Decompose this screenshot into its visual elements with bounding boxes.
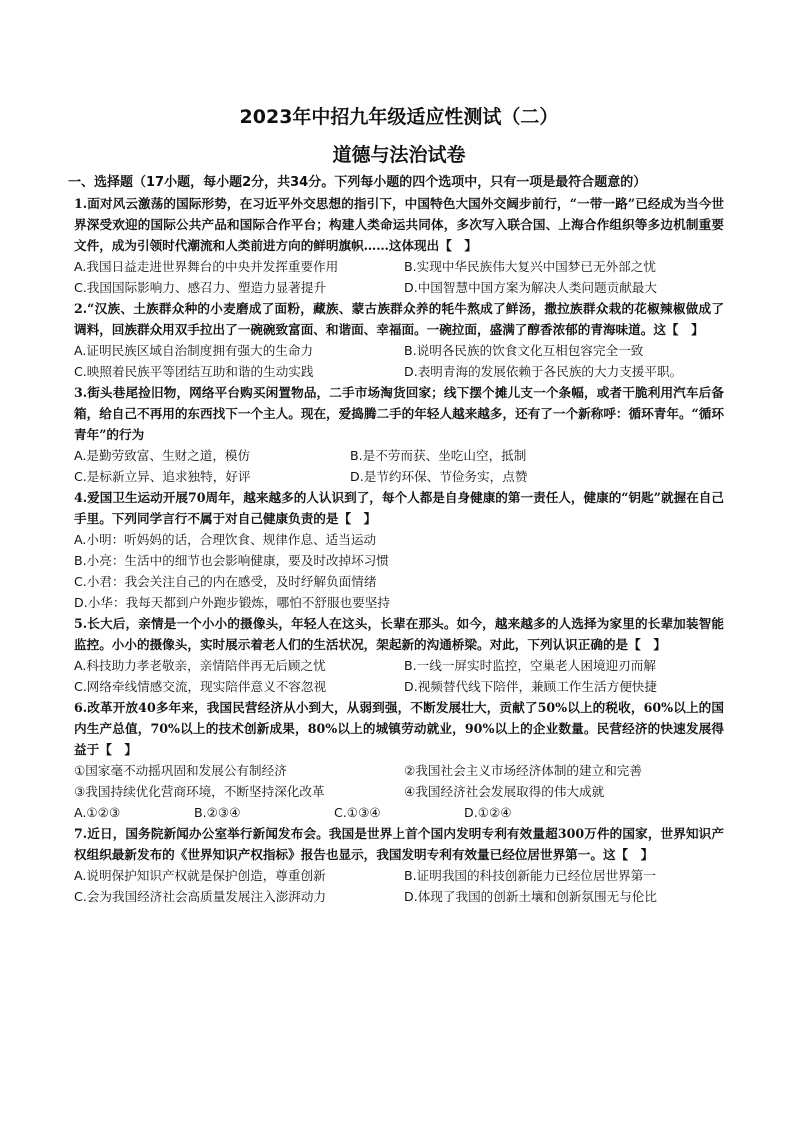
question-4 — [74, 487, 724, 613]
question-stem: 3.街头巷尾捡旧物，网络平台购买闲置物品，二手市场淘货回家；线下摆个摊儿支一个条幅，或者干脆利用汽车后备箱，给自己不再用的东西找下一个主人。现在，爱捣腾二手的年轻人越来越多，还有了一个新称呼：循环青年。“循环青年”的行为 — [74, 385, 724, 442]
statement-4: ④我国经济社会发展取得的伟大成就 — [404, 784, 605, 799]
question-3 — [74, 382, 724, 487]
options — [74, 802, 724, 823]
question-stem: 5.长大后，亲情是一个小小的摄像头，年轻人在这头，长辈在那头。如今，越来越多的人选择为家里的长辈加装智能监控。小小的摄像头，实时展示着老人们的生活状况，架起新的沟通桥梁。对此，下列认识正确的是【 】 — [74, 616, 724, 652]
statement-2: ②我国社会主义市场经济体制的建立和完善 — [404, 763, 642, 778]
option-d: D.①②④ — [464, 805, 512, 820]
options — [74, 256, 724, 298]
exam-title: 2023年中招九年级适应性测试（二） — [239, 106, 559, 128]
option-c: C.映照着民族平等团结互助和谐的生动实践 — [74, 364, 314, 379]
option-a: A.我国日益走进世界舞台的中央并发挥重要作用 — [74, 259, 339, 274]
exam-page — [68, 104, 724, 907]
option-d: D.小华：我每天都到户外跑步锻炼，哪怕不舒服也要坚持 — [74, 595, 390, 610]
option-d: D.视频替代线下陪伴，兼顾工作生活方便快捷 — [404, 679, 657, 694]
question-6 — [74, 697, 724, 823]
options — [74, 340, 724, 382]
option-b: B.证明我国的科技创新能力已经位居世界第一 — [404, 868, 656, 883]
section-header: 一、选择题（17小题，每小题2分，共34分。下列每小题的四个选项中，只有一项是最符合题意的） — [68, 175, 647, 190]
option-c: C.网络牵线情感交流，现实陪伴意义不容忽视 — [74, 679, 327, 694]
option-c: C.会为我国经济社会高质量发展注入澎湃动力 — [74, 889, 327, 904]
option-c: C.小君：我会关注自己的内在感受，及时纾解负面情绪 — [74, 574, 377, 589]
question-7 — [74, 823, 724, 907]
option-d: D.表明青海的发展依赖于各民族的大力支援平职。 — [404, 364, 683, 379]
option-d: D.中国智慧中国方案为解决人类问题贡献最大 — [404, 280, 657, 295]
option-b: B.②③④ — [194, 805, 241, 820]
option-b: B.实现中华民族伟大复兴中国梦已无外部之忧 — [404, 259, 656, 274]
options — [74, 655, 724, 697]
question-stem: 7.近日，国务院新闻办公室举行新闻发布会。我国是世界上首个国内发明专利有效量超300万件的国家，世界知识产权组织最新发布的《世界知识产权指标》报告也显示，我国发明专利有效量已经位居世界第一。这【 】 — [74, 826, 724, 862]
option-d: D.是节约环保、节俭务实，点赞 — [350, 469, 528, 484]
question-1 — [74, 193, 724, 298]
option-b: B.小亮：生活中的细节也会影响健康，要及时改掉坏习惯 — [74, 553, 389, 568]
option-b: B.说明各民族的饮食文化互相包容完全一致 — [404, 343, 644, 358]
statement-1: ①国家毫不动摇巩固和发展公有制经济 — [74, 763, 287, 778]
statement-3: ③我国持续优化营商环境，不断坚持深化改革 — [74, 784, 325, 799]
options — [74, 865, 724, 907]
option-a: A.①②③ — [74, 805, 121, 820]
option-c: C.①③④ — [334, 805, 381, 820]
option-a: A.证明民族区域自治制度拥有强大的生命力 — [74, 343, 314, 358]
question-5 — [74, 613, 724, 697]
question-stem: 1.面对风云激荡的国际形势，在习近平外交思想的指引下，中国特色大国外交阔步前行，“一带一路”已经成为当今世界深受欢迎的国际公共产品和国际合作平台；构建人类命运共同体，多次写入联合国、上海合作组织等多边机制重要文件，成为引领时代潮流和人类前进方向的鲜明旗帜……这体现出【 】 — [74, 196, 724, 253]
statements — [74, 760, 724, 802]
option-a: A.小明：听妈妈的话，合理饮食、规律作息、适当运动 — [74, 532, 377, 547]
option-c: C.我国国际影响力、感召力、塑造力显著提升 — [74, 280, 327, 295]
option-a: A.科技助力孝老敬亲，亲情陪伴再无后顾之忧 — [74, 658, 326, 673]
question-stem: 2.“汉族、土族群众种的小麦磨成了面粉，藏族、蒙古族群众养的牦牛熬成了鲜汤，撒拉族群众栽的花椒辣椒做成了调料，回族群众用双手拉出了一碗碗致富面、和谐面、幸福面。一碗拉面，盛满了醇香浓郁的青海味道。这【 】 — [74, 301, 724, 337]
option-b: B.一线一屏实时监控，空巢老人困境迎刃而解 — [404, 658, 656, 673]
option-c: C.是标新立异、追求独特，好评 — [74, 469, 251, 484]
options — [74, 529, 724, 613]
question-stem: 4.爱国卫生运动开展70周年，越来越多的人认识到了，每个人都是自身健康的第一责任人，健康的“钥匙”就握在自己手里。下列同学言行不属于对自己健康负责的是【 】 — [74, 490, 724, 526]
option-a: A.说明保护知识产权就是保护创造，尊重创新 — [74, 868, 326, 883]
option-b: B.是不劳而获、坐吃山空，抵制 — [350, 448, 527, 463]
option-d: D.体现了我国的创新土壤和创新氛围无与伦比 — [404, 889, 657, 904]
subject-title: 道德与法治试卷 — [332, 144, 466, 166]
question-stem: 6.改革开放40多年来，我国民营经济从小到大，从弱到强，不断发展壮大，贡献了50%以上的税收，60%以上的国内生产总值，70%以上的技术创新成果，80%以上的城镇劳动就业，90%以上的企业数量。民营经济的快速发展得益于【 】 — [74, 700, 724, 757]
options — [74, 445, 724, 487]
question-2 — [74, 298, 724, 382]
option-a: A.是勤劳致富、生财之道，模仿 — [74, 448, 251, 463]
